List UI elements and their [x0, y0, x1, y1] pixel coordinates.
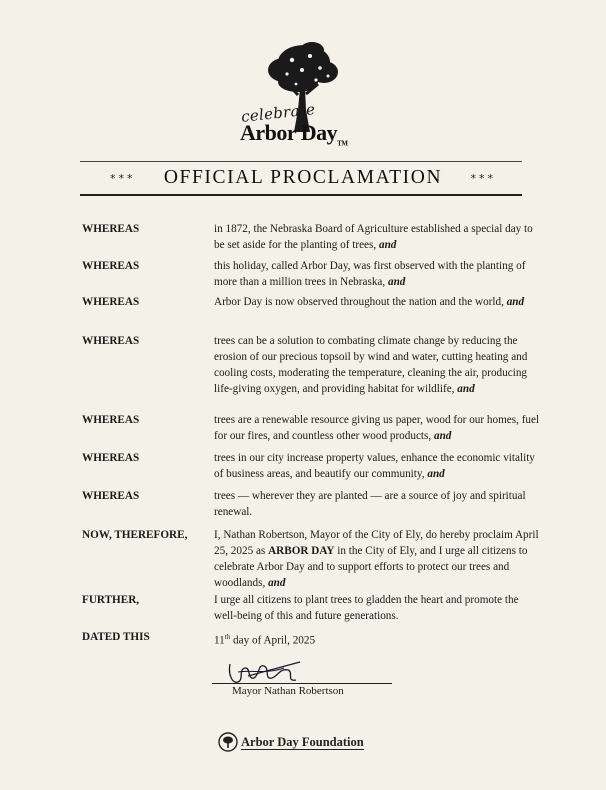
clause-label: WHEREAS — [82, 260, 140, 272]
dated-rest: day of April, 2025 — [233, 634, 316, 647]
logo-arbor-day-words: Arbor Day — [240, 120, 338, 145]
clause-and: and — [268, 577, 286, 589]
clause-text — [214, 527, 544, 591]
logo-trademark: TM — [337, 139, 348, 148]
title-rule-bottom — [80, 194, 522, 196]
clause-text — [214, 258, 544, 290]
clause-text — [214, 450, 544, 482]
clause-body: trees can be a solution to combating climate change by reducing the erosion of our precious topsoil by wind and water, cutting heating and cooling costs, moderating the temperature, cleaning the air, producing life-giving oxygen, and providing habitat for wildlife, — [214, 335, 528, 395]
arbor-day-highlight: ARBOR DAY — [268, 545, 335, 557]
foundation-name: Arbor Day Foundation — [241, 734, 364, 749]
dated-day: 11 — [214, 634, 225, 647]
clause-text — [214, 412, 544, 444]
signer-name: Mayor Nathan Robertson — [232, 685, 344, 697]
clause-and: and — [378, 239, 397, 251]
arbor-day-foundation-logo — [218, 731, 364, 753]
page-title: OFFICIAL PROCLAMATION — [163, 167, 443, 188]
clause-label: FURTHER, — [82, 594, 140, 606]
clause-label: DATED THIS — [82, 631, 150, 643]
logo-celebrate-text: celebrate — [240, 100, 317, 126]
foundation-tree-icon — [218, 732, 238, 752]
dated-ordinal: th — [224, 633, 231, 641]
clause-label: WHEREAS — [82, 490, 140, 502]
signature-line — [212, 683, 392, 684]
clause-body-1: I, Nathan Robertson, Mayor of the City of Ely, do hereby proclaim April 25, 2025 as — [214, 529, 539, 557]
stars-left: *** — [110, 171, 136, 185]
celebrate-arbor-day-logo — [232, 40, 352, 148]
clause-body: trees are a renewable resource giving us paper, wood for our homes, fuel for our fires, and countless other wood products, — [214, 414, 540, 442]
stars-right: *** — [470, 171, 496, 185]
clause-label: WHEREAS — [82, 296, 140, 308]
clause-body-2: in the City of Ely, and I urge all citizens to celebrate Arbor Day and to support efforts to protect our trees and woodlands, — [214, 545, 528, 589]
clause-label: WHEREAS — [82, 452, 140, 464]
clause-and: and — [506, 296, 525, 308]
clause-label: WHEREAS — [82, 335, 140, 347]
clause-text — [214, 333, 544, 397]
clause-body: in 1872, the Nebraska Board of Agriculture established a special day to be set aside for the planting of trees, — [214, 223, 533, 251]
clause-body: trees — wherever they are planted — are a source of joy and spiritual renewal. — [214, 490, 526, 518]
title-band — [80, 164, 522, 192]
clause-body: this holiday, called Arbor Day, was first observed with the planting of more than a million trees in Nebraska, — [214, 260, 526, 288]
clause-label: WHEREAS — [82, 223, 140, 235]
clause-and: and — [387, 276, 406, 288]
clause-text — [214, 488, 544, 520]
clause-text: I urge all citizens to plant trees to gladden the heart and promote the well-being of this and future generations. — [214, 594, 519, 622]
clause-body: trees in our city increase property values, enhance the economic vitality of business areas, and beautify our community, — [214, 452, 535, 480]
clause-text — [214, 294, 544, 310]
clause-text — [214, 221, 544, 253]
clause-label: NOW, THEREFORE, — [82, 529, 188, 541]
clause-and: and — [433, 430, 452, 442]
clause-body: Arbor Day is now observed throughout the nation and the world, — [214, 296, 504, 308]
clause-and: and — [427, 468, 445, 480]
logo-arbor-day-text — [240, 120, 347, 147]
clause-and: and — [457, 383, 475, 395]
clause-text — [214, 629, 544, 649]
clause-label: WHEREAS — [82, 414, 140, 426]
title-rule-top — [80, 161, 522, 162]
